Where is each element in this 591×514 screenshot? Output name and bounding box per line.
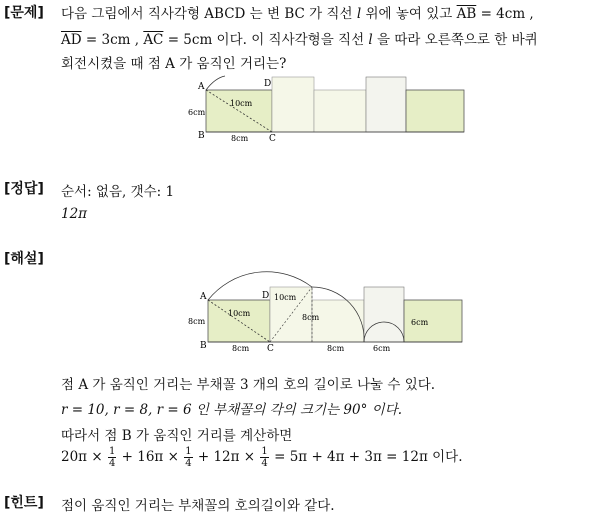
solution-line-1: 점 A 가 움직인 거리는 부채꼴 3 개의 호의 길이로 나눌 수 있다. [61, 377, 436, 393]
label-b: B [198, 131, 205, 141]
fraction-numerator: 1 [261, 446, 268, 457]
answer-line-1: 순서: 없음, 갯수: 1 [61, 184, 175, 200]
label-b: B [200, 341, 207, 351]
problem-line-1 [61, 2, 534, 22]
fraction-numerator: 1 [108, 446, 116, 457]
solution-figure [185, 270, 470, 360]
arrow-arc [206, 76, 225, 90]
label-diag: 10cm [228, 309, 251, 318]
rect-pos-3 [312, 300, 364, 342]
problem-line-3: 회전시켰을 때 점 A 가 움직인 거리는? [61, 56, 287, 72]
rect-abcd [206, 90, 272, 132]
problem-text: = 5cm 이다. 이 직사각형을 직선 [167, 32, 365, 48]
rect-pos-3 [314, 90, 366, 132]
hint-text: 점이 움직인 거리는 부채꼴의 호의길이와 같다. [61, 498, 335, 514]
problem-text: = 4cm , [480, 6, 534, 22]
line-symbol: l [356, 6, 362, 22]
label-base3: 6cm [373, 344, 391, 353]
label-mid: 8cm [302, 313, 320, 322]
fraction-denominator: 4 [261, 458, 268, 469]
label-a: A [200, 292, 207, 302]
label-left: 8cm [188, 317, 206, 326]
label-right: 6cm [411, 318, 429, 327]
label-side: 6cm [188, 108, 206, 117]
solution-line-3: 따라서 점 B 가 움직인 거리를 계산하면 [61, 428, 293, 444]
rect-pos-5 [406, 90, 464, 132]
label-base2: 8cm [327, 344, 345, 353]
equation-term: 20π × [61, 449, 103, 465]
label-d: D [264, 79, 272, 89]
problem-figure [185, 72, 470, 144]
segment-ac: $\overline{AC}$ [143, 32, 164, 48]
fraction-denominator: 4 [185, 458, 192, 469]
problem-text: 을 따라 오른쪽으로 한 바퀴 [377, 32, 538, 48]
label-top: 10cm [274, 293, 297, 302]
equation-term: + 16π × [121, 449, 179, 465]
problem-tag: [문제] [4, 5, 44, 21]
equation-term: + 12π × [197, 449, 256, 465]
segment-ab: $\overline{AB}$ [456, 6, 477, 22]
rect-pos-4 [366, 77, 406, 132]
answer-tag: [정답] [4, 181, 44, 197]
solution-line-4 [61, 446, 462, 469]
label-c: C [267, 344, 274, 354]
fraction [260, 446, 268, 469]
label-a: A [198, 82, 205, 92]
solution-line-2: r = 10, r = 8, r = 6 인 부채꼴의 각의 크기는 90° 이다. [61, 402, 403, 418]
fraction-denominator: 4 [108, 458, 116, 469]
line-symbol: l [368, 32, 373, 48]
problem-text: 위에 놓여 있고 [365, 6, 453, 22]
problem-line-2 [61, 28, 538, 48]
rect-pos-4 [364, 287, 404, 342]
problem-text: = 3cm , [85, 32, 140, 48]
segment-ad: $\overline{AD}$ [61, 32, 82, 48]
problem-text: 다음 그림에서 직사각형 ABCD 는 변 BC 가 직선 [61, 6, 353, 22]
equation-term: = 5π + 4π + 3π = 12π 이다. [274, 449, 463, 465]
rect-pos-2 [272, 77, 314, 132]
label-diag: 10cm [230, 99, 253, 108]
fraction [184, 446, 192, 469]
solution-tag: [해설] [4, 251, 44, 267]
answer-line-2: 12π [61, 206, 88, 222]
hint-tag: [힌트] [4, 495, 44, 511]
label-c: C [269, 134, 276, 144]
label-d: D [262, 291, 270, 301]
label-base: 8cm [231, 134, 249, 143]
label-base1: 8cm [232, 344, 250, 353]
fraction-numerator: 1 [185, 446, 192, 457]
fraction [108, 446, 116, 469]
